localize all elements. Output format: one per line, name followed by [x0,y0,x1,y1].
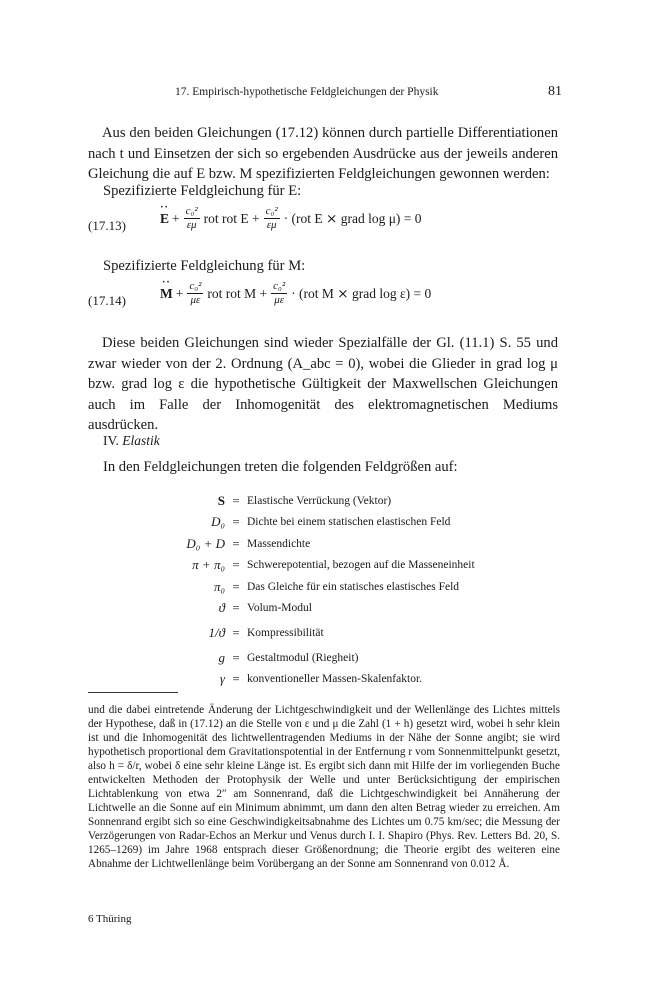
definition-row: γ = konventioneller Massen-Skalenfaktor. [219,671,423,687]
equation-17-13 [160,201,422,232]
label-field-equation-m: Spezifizierte Feldgleichung für M: [103,258,306,274]
definition-row: S = Elastische Verrückung (Vektor) [217,492,392,508]
plus-sign: + [172,210,180,226]
definition-row: D₀ = Dichte bei einem statischen elastischen Feld [211,514,451,530]
paragraph-special-cases: Diese beiden Gleichungen sind wieder Spezialfälle der Gl. (11.1) S. 55 und zwar wieder von der 2. Ordnung (A_abc = 0), wobei die Glieder in grad log μ bzw. grad log ε die hypothetische Gültigkeit der Maxwellschen Gleichungen auch im Falle der Inhomogenität des elektromagnetischen Mediums ausdrücken. [88,335,558,433]
definition-row: 1/ϑ = Kompressibilität [208,625,324,640]
definition-row: g = Gestaltmodul (Riegheit) [218,649,359,665]
fraction: $\frac{\text{c₀²}}{\mu\varepsilon}$ [273,280,286,306]
definition-row: π₀ = Das Gleiche für ein statisches elastisches Feld [213,578,460,594]
definition-row: ϑ = Volum-Modul [218,600,312,616]
fraction: $\frac{\text{c₀²}}{\varepsilon\mu}$ [185,205,198,231]
equation-number-17-14: (17.14) [88,293,126,308]
footnote: und die dabei eintretende Änderung der Lichtgeschwindigkeit und der Wellenlänge des Lichtes mittels der Hypothese, daß in (17.12) an die Stelle von ε und μ die Zahl (1 + h) gesetzt wird, wobei h sehr klein ist und die Inhomogenität des lichtwellentragenden Mediums in der Nähe der Sonne angibt; sie wird hypothetisch proportional dem Gravitationspotential in der Entfernung r vom Sonnenmittelpunkt gesetzt, also h = δ/r, wobei δ eine sehr kleine Länge ist. Es ergibt sich dann mit Hilfe der im vorliegenden Buche entwickelten Methoden der Protophysik der Welle und unter Berücksichtigung der empirischen Lichtablenkung von etwa 2″ am Sonnenrand, daß die Lichtgeschwindigkeit bei Annäherung der Lichtwelle an die Sonne auf ein Minimum abnimmt, um dann den alten Betrag wieder zu erreichen. Am Sonnenrand ergibt sich so eine Geschwindigkeitsabnahme des Lichtes um 0.75 km/sec; die Messung der Verzögerungen von Radar-Echos an Merkur und Venus durch I. I. Shapiro (Phys. Rev. Letters Bd. 20, S. 1265–1269) im Jahre 1968 entsprach dieser Größenordnung; die Theorie ergibt des weiteren eine Abnahme der Lichtwellenlänge beim Vorübergang an der Sonne am Sonnenrand von 0.012 Å. [88,704,560,870]
section-heading [103,433,160,449]
footnote-rule [88,692,178,693]
plus-sign: + [175,285,184,301]
paragraph-field-quantities: In den Feldgleichungen treten die folgenden Feldgrößen auf: [103,459,458,475]
running-head: 17. Empirisch-hypothetische Feldgleichungen der Physik [175,86,439,98]
equation-lhs: ·· E [160,201,170,226]
page-number: 81 [548,84,562,99]
equation-tail: · (rot E ⨯ grad log μ) = 0 [283,210,422,226]
equation-term: rot rot E + [203,210,260,226]
equation-term: rot rot M + [207,285,268,301]
paragraph-intro: Aus den beiden Gleichungen (17.12) können durch partielle Differentiationen nach t und Einsetzen der sich so ergebenden Ausdrücke aus der jeweils anderen Gleichung die auf E bzw. M spezifizierten Feldgleichungen gewonnen werden: [88,125,558,182]
equation-number-17-13: (17.13) [88,218,126,233]
signature-mark: 6 Thüring [88,913,132,925]
definition-row: π + π₀ = Schwerepotential, bezogen auf die Masseneinheit [192,557,475,573]
section-number: IV. [103,433,119,448]
section-title: Elastik [122,433,160,448]
label-field-equation-e: Spezifizierte Feldgleichung für E: [103,183,302,199]
fraction: $\frac{\text{c₀²}}{\varepsilon\mu}$ [265,205,278,231]
fraction: $\frac{\text{c₀²}}{\mu\varepsilon}$ [189,280,202,306]
equation-tail: · (rot M ⨯ grad log ε) = 0 [291,285,432,301]
definition-list [140,490,475,690]
equation-17-14 [160,276,432,307]
equation-lhs: ·· M [160,276,173,301]
definition-row: D₀ + D = Massendichte [186,535,311,551]
